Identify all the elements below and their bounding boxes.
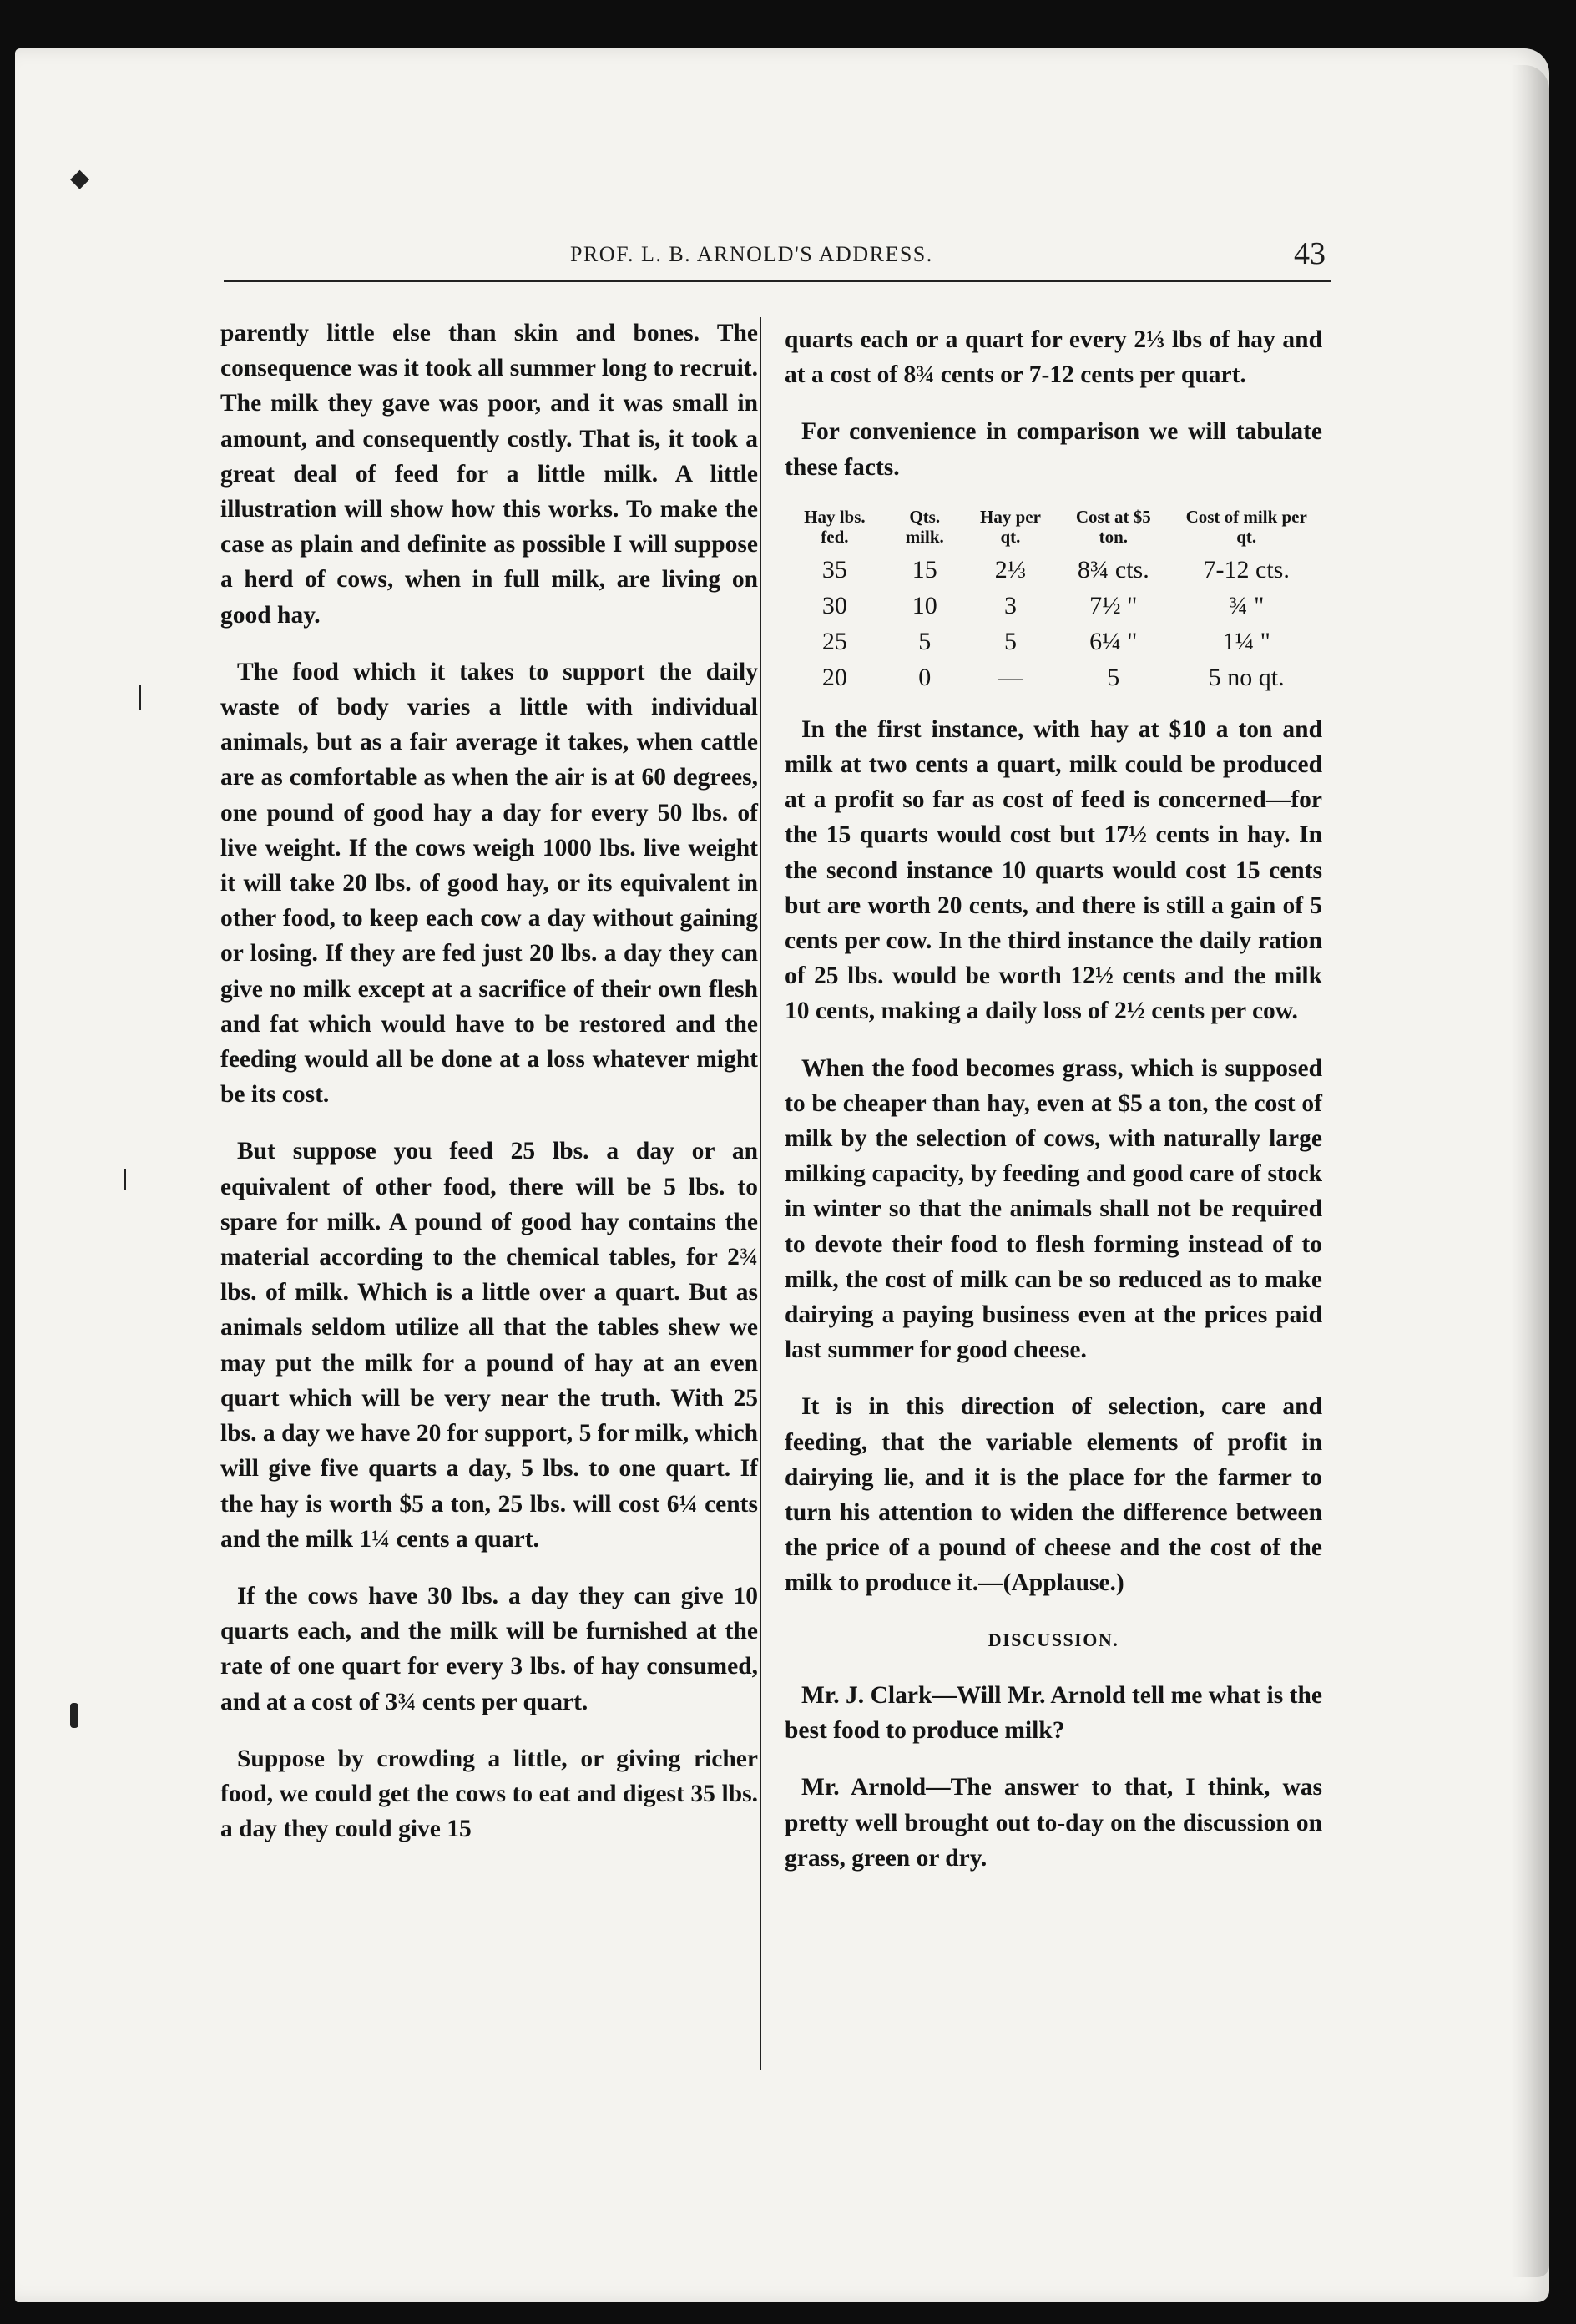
header-rule <box>224 280 1331 282</box>
paragraph: Mr. J. Clark—Will Mr. Arnold tell me what is the best food to produce milk? <box>785 1681 1322 1745</box>
page-edge-shadow <box>1511 65 1549 2277</box>
table-row <box>785 624 1322 659</box>
paragraph: But suppose you feed 25 lbs. a day or an equivalent of other food, there will be 5 lbs. to spare for milk. A pound of good hay contains the material according to the chemical tables, for 2¾ lbs. of milk. Which is a little over a quart. But as animals seldom utilize all that the tables shew we may put the milk for a pound of hay at an even quart which will be very near the truth. With 25 lbs. a day we have 20 for support, 5 for milk, which will give five quarts a day, 5 lbs. to one quart. If the hay is worth $5 a ton, 25 lbs. will cost 6¼ cents and the milk 1¼ cents a quart. <box>220 1138 758 1553</box>
paragraph: parently little else than skin and bones. The consequence was it took all summer long to recruit. The milk they gave was poor, and it was small in amount, and consequently costly. That is, it took a great deal of feed for a little milk. A little illustration will show how this works. To make the case as plain and definite as possible I will suppose a herd of cows, when in full milk, are living on good hay. <box>220 320 758 629</box>
table-cell: ¾ " <box>1229 591 1265 619</box>
table-cell: 2⅓ <box>994 555 1027 584</box>
paragraph: For convenience in comparison we will tabulate these facts. <box>785 418 1322 481</box>
table-header: Hay per qt. <box>980 506 1041 547</box>
running-head: PROF. L. B. ARNOLD'S ADDRESS. <box>570 242 933 266</box>
table-cell: 15 <box>912 555 937 584</box>
paragraph: It is in this direction of selection, care and feeding, that the variable elements of profit in dairying lie, and it is the place for the farmer to turn his attention to widen the difference between the price of a pound of cheese and the cost of the milk to produce it.—(Applause.) <box>785 1393 1322 1597</box>
table-cell: 0 <box>918 663 932 691</box>
table-header: Qts. milk. <box>905 506 944 547</box>
page-header <box>0 236 1576 274</box>
table-cell: 7-12 cts. <box>1203 555 1290 584</box>
paragraph: quarts each or a quart for every 2⅓ lbs of hay and at a cost of 8¾ cents or 7-12 cents per quart. <box>785 326 1322 389</box>
table-cell: 3 <box>1003 591 1017 619</box>
table-cell: 7½ " <box>1089 591 1138 619</box>
table-row <box>785 552 1322 588</box>
table-cell: 6¼ " <box>1089 627 1138 655</box>
left-column <box>220 316 758 1868</box>
table-cell: 5 <box>918 627 932 655</box>
facts-table-block <box>785 507 1322 695</box>
table-header-row <box>785 507 1322 552</box>
paragraph: Suppose by crowding a little, or giving richer food, we could get the cows to eat and digest 35 lbs. a day they could give 15 <box>220 1745 758 1843</box>
margin-mark <box>139 685 141 710</box>
facts-table <box>785 507 1322 695</box>
column-divider <box>760 317 761 2070</box>
table-cell: 8¾ cts. <box>1077 555 1149 584</box>
table-row <box>785 659 1322 695</box>
paragraph: In the first instance, with hay at $10 a ton and milk at two cents a quart, milk could be produced at a profit so far as cost of feed is concerned—for the 15 quarts would cost but 17½ cents in hay. In the second instance 10 quarts would cost 15 cents but are worth 20 cents, and there is still a gain of 5 cents per cow. In the third instance the daily ration of 25 lbs. would be worth 12½ cents and the milk 10 cents, making a daily loss of 2½ cents per cow. <box>785 715 1322 1025</box>
table-cell: 20 <box>821 663 847 691</box>
table-cell: 1¼ " <box>1222 627 1270 655</box>
margin-mark <box>124 1169 126 1190</box>
table-cell: 30 <box>821 591 847 619</box>
table-cell: 25 <box>821 627 847 655</box>
paragraph: If the cows have 30 lbs. a day they can give 10 quarts each, and the milk will be furnished at the rate of one quart for every 3 lbs. of hay consumed, and at a cost of 3¾ cents per quart. <box>220 1582 758 1715</box>
table-header: Cost at $5 ton. <box>1075 506 1151 547</box>
paragraph: When the food becomes grass, which is supposed to be cheaper than hay, even at $5 a ton, the cost of milk by the selection of cows, with naturally large milking capacity, by feeding and good care of stock in winter so that the animals shall not be required to devote their food to flesh forming instead of to milk, the cost of milk can be so reduced as to make dairying a paying business even at the prices paid last summer for good cheese. <box>785 1054 1322 1364</box>
table-cell: 5 no qt. <box>1208 663 1285 691</box>
discussion-heading: DISCUSSION. <box>988 1629 1119 1650</box>
binding-mark: ◆ <box>70 164 90 192</box>
table-cell: 35 <box>821 555 847 584</box>
page-number: 43 <box>1294 236 1326 271</box>
table-header: Cost of milk per qt. <box>1185 506 1307 547</box>
paragraph: Mr. Arnold—The answer to that, I think, was pretty well brought out to-day on the discussion on grass, green or dry. <box>785 1774 1322 1872</box>
table-cell: 5 <box>1107 663 1120 691</box>
binding-mark <box>70 1703 78 1728</box>
table-header: Hay lbs. fed. <box>804 506 866 547</box>
table-cell: — <box>998 663 1023 691</box>
table-cell: 10 <box>912 591 937 619</box>
table-cell: 5 <box>1003 627 1017 655</box>
paragraph: The food which it takes to support the daily waste of body varies a little with individual animals, but as a fair average it takes, when cattle are as comfortable as when the air is at 60 degrees, one pound of good hay a day for every 50 lbs. of live weight. If the cows weigh 1000 lbs. live weight it will take 20 lbs. of good hay, or its equivalent in other food, to keep each cow a day without gaining or losing. If they are fed just 20 lbs. a day they can give no milk except at a sacrifice of their own flesh and fat which would have to be restored and the feeding would all be done at a loss whatever might be its cost. <box>220 658 758 1109</box>
right-column <box>785 322 1322 1897</box>
table-row <box>785 588 1322 624</box>
